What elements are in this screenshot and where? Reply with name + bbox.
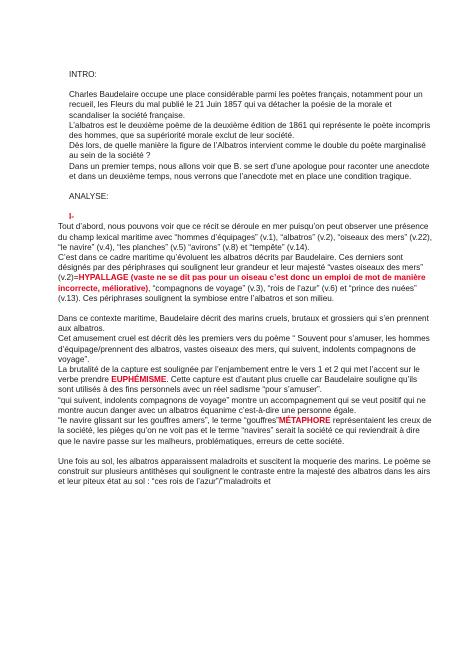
text-segment: représentaient les creux de la société, les pièges qu’on ne voit pas et le terme “navires” serait la société ce qui reviendrait à dire que le navire passe sur les malheurs, problématiques, erreurs de cette société.	[58, 416, 432, 446]
intro-paragraph-2: L’albatros est le deuxième poème de la deuxième édition de 1861 qui représente le poète incompris des hommes, que sa supériorité morale exclut de leur société.	[69, 120, 431, 141]
text-segment: , “compagnons de voyage” (v.3), “rois de l’azur” (v.6) et “prince des nuées” (v.13). Ces périphrases soulignent la symbiose entre l’albatros et son milieu.	[58, 283, 417, 303]
intro-heading: INTRO:	[69, 70, 97, 79]
text-segment: C’est dans ce cadre maritime qu’évoluent les albatros décrits par Baudelaire. Ces derniers sont désignés par des périphrases qui soulignent leur grandeur et leur majesté “vastes oiseaux des mers” (v.2)=	[58, 253, 423, 283]
analyse-heading: ANALYSE:	[69, 192, 109, 202]
spacer	[58, 182, 434, 192]
section-marker: I-	[69, 212, 75, 222]
analyse-paragraph-8: Une fois au sol, les albatros apparaissent maladroits et suscitent la moquerie des marins. Le poème se construit sur plusieurs antithèses qui soulignent le contraste entre la majesté des albatros dans les airs et leur piteux état au sol : “ces rois de l’azur”/”maladroits et	[58, 456, 431, 487]
spacer	[58, 304, 434, 314]
text-segment: “le navire glissant sur les gouffres amers”, le terme “gouffres”	[58, 416, 279, 426]
spacer	[58, 447, 434, 457]
spacer	[58, 202, 434, 212]
intro-paragraph-4: Dans un premier temps, nous allons voir que B. se sert d’une apologue pour raconter une anecdote et dans un deuxième temps, nous verrons que l’anecdote met en place une condition tragique.	[69, 161, 430, 181]
analyse-paragraph-5	[58, 365, 434, 396]
analyse-paragraph-6: “qui suivent, indolents compagnons de voyage” montre un accompagnement qui se veut positif qui ne montre aucun danger avec un albatros équanime c’est-à-dire une personne égale.	[58, 395, 426, 415]
spacer	[58, 80, 434, 90]
text-segment: La brutalité de la capture est soulignée par l’enjambement entre le vers 1 et 2 qui met l’accent sur le verbe prendre	[58, 365, 420, 385]
analyse-paragraph-2	[58, 253, 434, 304]
text-segment: . Cette capture est d’autant plus cruelle car Baudelaire souligne qu’ils sont utilisés à des fins personnels avec un réel sadisme “pour s’amuser”.	[58, 375, 418, 395]
intro-paragraph-3: Dès lors, de quelle manière la figure de l’Albatros intervient comme le double du poète marginalisé au sein de la société ?	[69, 141, 426, 161]
analyse-paragraph-7	[58, 416, 434, 447]
analyse-paragraph-4: Cet amusement cruel est décrit dès les premiers vers du poème “ Souvent pour s’amuser, les hommes d’équipage/prennent des albatros, vastes oiseaux des mers, qui suivent, indolents compagnons de voyage”.	[58, 334, 430, 364]
metaphore-note: MÉTAPHORE	[278, 416, 331, 426]
hypallage-note: HYPALLAGE (vaste ne se dit pas pour un oiseau c’est donc un emploi de mot de manière incorrecte, méliorative)	[58, 273, 426, 293]
analyse-paragraph-3: Dans ce contexte maritime, Baudelaire décrit des marins cruels, brutaux et grossiers qui s’en prennent aux albatros.	[58, 314, 429, 334]
analyse-paragraph-1: Tout d’abord, nous pouvons voir que ce récit se déroule en mer puisqu’on peut observer une présence du champ lexical maritime avec “hommes d’équipages” (v.1), “albatros” (v.2), “oiseaux des mers” (v.22), “le navire” (v.4), “les planches” (v.5) “avirons” (v.8) et “tempête” (v.14).	[58, 222, 433, 252]
euphemisme-note: EUPHÉMISME	[111, 375, 167, 385]
intro-paragraph-1: Charles Baudelaire occupe une place considérable parmi les poètes français, notamment pour un recueil, les Fleurs du mal publié le 21 Juin 1857 qui va détacher la poésie de la morale et scandaliser la société française.	[69, 90, 423, 120]
